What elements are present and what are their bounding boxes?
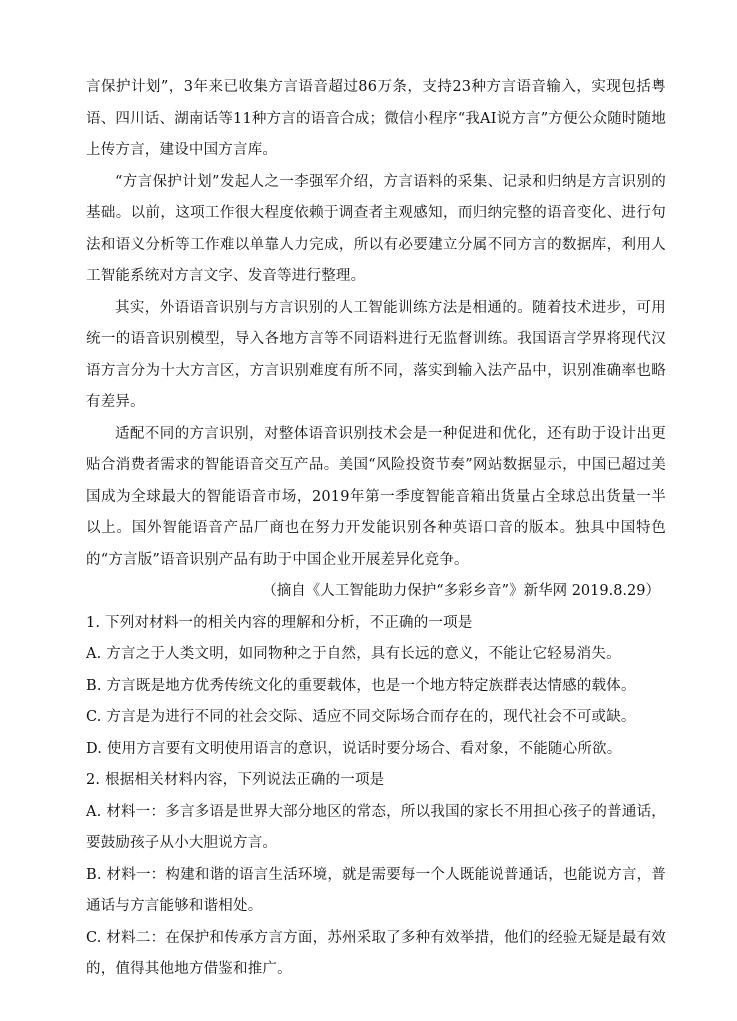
question-stem: 2. 根据相关材料内容，下列说法正确的一项是 [86,772,385,788]
option-a: A. 材料一：多言多语是世界大部分地区的常态，所以我国的家长不用担心孩子的普通话，要鼓励孩子从小大胆说方言。 [86,803,666,851]
question-1 [86,608,666,766]
paragraph-market: 适配不同的方言识别，对整体语音识别技术会是一种促进和优化，还有助于设计出更贴合消费者需求的智能语音交互产品。美国“风险投资节奏”网站数据显示，中国已超过美国成为全球最大的智能语音市场，2019年第一季度智能音箱出货量占全球总出货量一半以上。国外智能语音产品厂商也在努力开发能识别各种英语口音的版本。独具中国特色的“方言版”语音识别产品有助于中国企业开展差异化竞争。 [86,425,666,568]
option-a: A. 方言之于人类文明，如同物种之于自然，具有长远的意义，不能让它轻易消失。 [86,646,621,662]
paragraph-dialect-plan: “方言保护计划”发起人之一李强军介绍，方言语料的采集、记录和归纳是方言识别的基础。以前，这项工作很大程度依赖于调查者主观感知，而归纳完整的语音变化、进行句法和语义分析等工作难以单靠人力完成，所以有必要建立分属不同方言的数据库，利用人工智能系统对方言文字、发音等进行整理。 [86,173,666,284]
paragraph-ai-training: 其实，外语语音识别与方言识别的人工智能训练方法是相通的。随着技术进步，可用统一的语音识别模型，导入各地方言等不同语料进行无监督训练。我国语言学界将现代汉语方言分为十大方言区，方言识别难度有所不同，落实到输入法产品中，识别准确率也略有差异。 [86,299,666,410]
option-b: B. 方言既是地方优秀传统文化的重要载体，也是一个地方特定族群表达情感的载体。 [86,677,636,694]
source-citation: （摘自《人工智能助力保护“多彩乡音”》新华网 2019.8.29） [262,583,660,599]
document-page [86,72,666,986]
question-2 [86,765,666,986]
question-stem: 1. 下列对材料一的相关内容的理解和分析，不正确的一项是 [86,614,473,631]
option-c: C. 方言是为进行不同的社会交际、适应不同交际场合而存在的，现代社会不可或缺。 [86,709,636,725]
option-d: D. 使用方言要有文明使用语言的意识，说话时要分场合、看对象，不能随心所欲。 [86,740,622,757]
option-c: C. 材料二：在保护和传承方言方面，苏州采取了多种有效举措，他们的经验无疑是最有效的，值得其他地方借鉴和推广。 [86,929,666,977]
paragraph-continued: 言保护计划”，3年来已收集方言语音超过86万条，支持23种方言语音输入，实现包括粤语、四川话、湖南话等11种方言的语音合成；微信小程序“我AI说方言”方便公众随时随地上传方言，建设中国方言库。 [86,79,666,158]
option-b: B. 材料一：构建和谐的语言生活环境，就是需要每一个人既能说普通话，也能说方言，普通话与方言能够和谐相处。 [86,866,666,914]
